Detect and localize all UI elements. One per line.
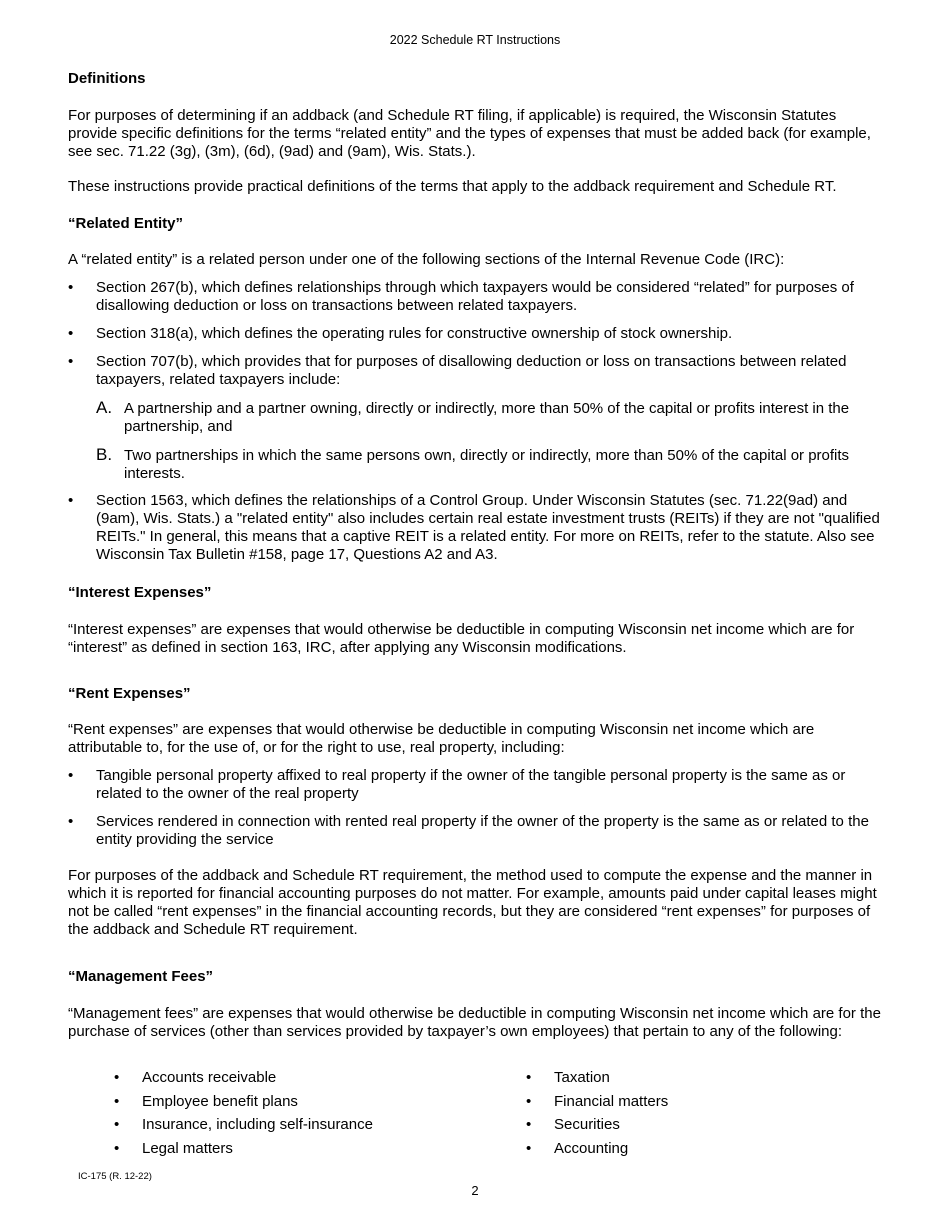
bullet-glyph: •	[526, 1116, 532, 1133]
definitions-para1-block	[68, 107, 886, 161]
sub-list-marker: A.	[96, 398, 113, 417]
list-item-text: Insurance, including self-insurance	[142, 1116, 373, 1133]
rent-expenses-list-1	[68, 767, 886, 803]
interest-expenses-heading: “Interest Expenses”	[68, 584, 212, 601]
sub-list-marker: B.	[96, 445, 113, 464]
definitions-heading: Definitions	[68, 70, 146, 87]
list-item-text: Employee benefit plans	[142, 1092, 298, 1110]
definitions-section	[68, 70, 886, 88]
form-number: IC-175 (R. 12-22)	[78, 1171, 152, 1182]
bullet-glyph: •	[526, 1092, 532, 1110]
related-entity-intro: A “related entity” is a related person under one of the following sections of the Internal Revenue Code (IRC):	[68, 251, 785, 268]
bullet-text: Services rendered in connection with rented real property if the owner of the property is the same as or related to the entity providing the service	[96, 813, 869, 848]
bullet-text: Section 707(b), which provides that for purposes of disallowing deduction or loss on transactions between related taxpayers, related taxpayers include:	[96, 353, 847, 388]
sub-list-b	[68, 447, 886, 483]
interest-expenses-para-block	[68, 621, 886, 657]
bullet-glyph: •	[114, 1069, 120, 1086]
management-fees-intro-block	[68, 1005, 886, 1041]
bullet-glyph: •	[68, 279, 74, 296]
bullet-glyph: •	[526, 1069, 532, 1086]
bullet-glyph: •	[68, 767, 74, 784]
bullet-glyph: •	[526, 1139, 532, 1157]
definitions-para1: For purposes of determining if an addback (and Schedule RT filing, if applicable) is required, the Wisconsin Statutes provide specific definitions for the terms “related entity” and the types of expenses that must be added back (for example, see sec. 71.22 (3g), (3m), (6d), (9ad) and (9am), Wis. Stats.).	[68, 107, 871, 160]
definitions-para2-block	[68, 178, 886, 196]
rent-expenses-para: For purposes of the addback and Schedule RT requirement, the method used to compute the expense and the manner in which it is reported for financial accounting purposes do not matter. For example, amounts paid under capital leases might not be called “rent expenses” in the financial accounting records, but they are considered “rent expenses” for purposes of the addback and Schedule RT requirement.	[68, 867, 877, 938]
bullet-glyph: •	[68, 813, 74, 830]
related-entity-list-2	[68, 325, 886, 343]
list-item-text: Financial matters	[554, 1092, 669, 1110]
related-entity-bullets-4	[68, 492, 886, 564]
management-fees-left-column	[114, 1069, 494, 1163]
rent-expenses-bullets-2	[68, 813, 886, 849]
list-item	[114, 1116, 494, 1140]
interest-expenses-section	[68, 584, 886, 602]
interest-expenses-para: “Interest expenses” are expenses that would otherwise be deductible in computing Wisconsin net income which are for “interest” as defined in section 163, IRC, after applying any Wisconsin modifications.	[68, 621, 855, 656]
list-item	[68, 353, 886, 389]
bullet-text: Section 267(b), which defines relationships through which taxpayers would be considered “related” for purposes of disallowing deduction or loss on transactions between related taxpayers.	[96, 279, 854, 314]
definitions-para2: These instructions provide practical definitions of the terms that apply to the addback requirement and Schedule RT.	[68, 178, 837, 195]
related-entity-list-4	[68, 492, 886, 564]
list-item	[68, 813, 886, 849]
sub-list-2	[68, 447, 886, 483]
list-item	[114, 1093, 494, 1117]
list-item	[68, 492, 886, 564]
list-item	[526, 1140, 906, 1164]
bullet-glyph: •	[68, 492, 74, 509]
management-fees-intro: “Management fees” are expenses that would otherwise be deductible in computing Wisconsin net income which are for the purchase of services (other than services provided by taxpayer’s own employees) that pertain to any of the following:	[68, 1005, 881, 1040]
list-item	[526, 1093, 906, 1117]
rent-expenses-list-2	[68, 813, 886, 849]
bullet-glyph: •	[68, 325, 74, 342]
bullet-text: Section 1563, which defines the relationships of a Control Group. Under Wisconsin Statutes (sec. 71.22(9ad) and (9am), Wis. Stats.) a "related entity" also includes certain real estate investment trusts (REITs) if they are not "qualified REITs." In general, this means that a captive REIT is a related entity. For more on REITs, refer to the statute. Also see Wisconsin Tax Bulletin #158, page 17, Questions A2 and A3.	[96, 492, 880, 563]
related-entity-section	[68, 215, 886, 233]
related-entity-list-3	[68, 353, 886, 389]
related-entity-intro-block	[68, 251, 886, 269]
list-item-text: Taxation	[554, 1069, 610, 1086]
bullet-glyph: •	[114, 1092, 120, 1110]
related-entity-bullets	[68, 279, 886, 315]
rent-expenses-bullets	[68, 767, 886, 803]
sub-list	[68, 400, 886, 436]
rent-expenses-section	[68, 685, 886, 703]
sub-list-text: A partnership and a partner owning, directly or indirectly, more than 50% of the capital or profits interest in the partnership, and	[124, 400, 850, 435]
list-item	[68, 325, 886, 343]
management-fees-heading: “Management Fees”	[68, 968, 214, 985]
sub-list-text: Two partnerships in which the same persons own, directly or indirectly, more than 50% of the capital or profits interests.	[124, 447, 850, 482]
list-item	[114, 1140, 494, 1164]
bullet-text: Tangible personal property affixed to real property if the owner of the tangible personal property is the same as or related to the owner of the real property	[96, 767, 846, 802]
list-item-text: Securities	[554, 1116, 620, 1133]
rent-expenses-intro-block	[68, 721, 886, 757]
rent-expenses-heading: “Rent Expenses”	[68, 685, 191, 702]
bullet-glyph: •	[114, 1116, 120, 1133]
bullet-glyph: •	[114, 1139, 120, 1157]
related-entity-list-1	[68, 279, 886, 315]
list-item-text: Accounts receivable	[142, 1069, 277, 1086]
running-header: 2022 Schedule RT Instructions	[389, 33, 561, 47]
list-item-text: Legal matters	[142, 1139, 233, 1157]
management-fees-section	[68, 968, 886, 986]
list-item	[68, 279, 886, 315]
list-item	[68, 767, 886, 803]
related-entity-bullets-3	[68, 353, 886, 389]
rent-expenses-para-block	[68, 867, 886, 939]
page-number: 2	[471, 1183, 479, 1198]
rent-expenses-intro: “Rent expenses” are expenses that would otherwise be deductible in computing Wisconsin net income which are attributable to, for the use of, or for the right to use, real property, including:	[68, 721, 815, 756]
list-item	[526, 1116, 906, 1140]
bullet-glyph: •	[68, 353, 74, 370]
related-entity-bullets-2	[68, 325, 886, 343]
related-entity-heading: “Related Entity”	[68, 215, 184, 232]
sub-list-item	[68, 447, 886, 483]
list-item	[526, 1069, 906, 1093]
sub-list-item	[68, 400, 886, 436]
list-item-text: Accounting	[554, 1139, 629, 1157]
list-item	[114, 1069, 494, 1093]
bullet-text: Section 318(a), which defines the operating rules for constructive ownership of stock ownership.	[96, 325, 733, 342]
sub-list-a	[68, 400, 886, 436]
management-fees-right-column	[526, 1069, 906, 1163]
